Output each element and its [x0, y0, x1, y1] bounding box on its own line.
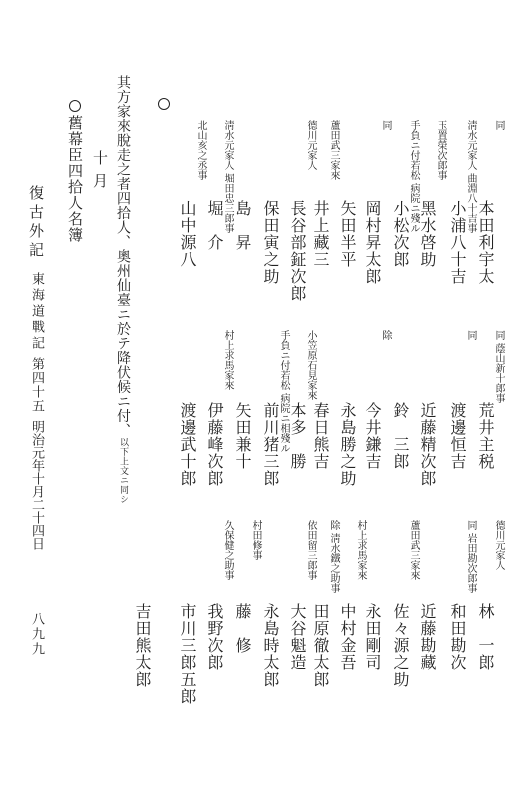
entry-name: 小浦八十吉 [448, 200, 467, 285]
entry-name: 保田寅之助 [261, 200, 280, 285]
volume-number: 第四十五 [29, 357, 44, 413]
circle-mark-list [158, 98, 170, 110]
entry-note: 蘆田武三家來 [328, 120, 339, 180]
intro-line: 其方家來脫走之者四拾人、奧州仙臺ニ於テ降伏候ニ付、以下上文ニ同シ [115, 75, 131, 504]
entry-name: 永島時太郎 [261, 603, 280, 688]
entry-name: 小松次郎 [391, 200, 410, 268]
entry-note: 玉置榮次郎事 [435, 120, 446, 180]
entry-note: 北山亥之丞事 [195, 120, 206, 180]
entry-note: 手負ニ付若松 病院ニ相殘ル [278, 330, 289, 454]
entry-name: 本多 勝 [288, 402, 307, 470]
entry-note: 同 [465, 330, 476, 340]
entry-name: 今井鎌吉 [363, 402, 382, 470]
entry-note: 淸水元家人 堀田忠三郎事 [222, 120, 233, 234]
entry-note: 手負ニ付若松 病院ニ殘ル [408, 120, 419, 234]
entry-name: 井上藏三 [311, 200, 330, 268]
entry-name: 近藤精次郎 [418, 402, 437, 487]
entry-name: 永田剛司 [363, 603, 382, 671]
entry-name: 田原徹太郎 [311, 603, 330, 688]
entry-note: 小笠原石見家來 [305, 330, 316, 400]
entry-name: 永島勝之助 [338, 402, 357, 487]
entry-note: 同 岩田勘次郎事 [465, 520, 476, 594]
entry-name: 矢田兼十 [233, 402, 252, 470]
entry-note: 久保健之助事 [222, 520, 233, 580]
entry-note: 淸水元家人 曲淵八十吉事 [465, 120, 476, 234]
entry-note: 蘆田武三家來 [408, 520, 419, 580]
entry-name: 伊藤峰次郎 [205, 402, 224, 487]
entry-name: 中村金吾 [338, 603, 357, 671]
entry-name: 岡村昇太郎 [363, 200, 382, 285]
entry-name: 山中源八 [178, 200, 197, 268]
entry-name: 藤 修 [233, 603, 252, 654]
entry-name: 本田利宇太 [476, 200, 495, 285]
circle-mark [69, 100, 81, 112]
entry-name: 前川猪三郎 [261, 402, 280, 487]
entry-name: 我野次郎 [205, 603, 224, 671]
list-heading: 舊幕臣四拾人名簿 [67, 100, 82, 243]
entry-name: 長谷部鉦次郎 [288, 200, 307, 302]
entry-name: 黑水啓助 [418, 200, 437, 268]
page-number: 八九九 [29, 612, 44, 657]
entry-name: 渡邊恒吉 [448, 402, 467, 470]
entry-name: 渡邊武十郎 [178, 402, 197, 487]
entry-note: 同 [493, 120, 504, 130]
entry-note: 村田修事 [250, 520, 261, 560]
entry-name: 林 一郎 [476, 603, 495, 671]
entry-name: 堀 介 [205, 200, 224, 251]
entry-name: 島 昇 [233, 200, 252, 251]
entry-note: 除 淸水鐵之助事 [328, 520, 339, 594]
entry-note: 除 [380, 330, 391, 340]
entry-note: 德川元家人 [305, 120, 316, 170]
entry-note: 德川元家人 [493, 520, 504, 570]
entry-name: 市川三郎五郎 [178, 603, 197, 705]
entry-name: 和田勘次 [448, 603, 467, 671]
month-label: 十月 [91, 150, 109, 196]
entry-name: 鈴 三郎 [391, 402, 410, 470]
entry-name: 荒井主税 [476, 402, 495, 470]
entry-note: 村上求馬家來 [355, 520, 366, 580]
entry-name: 吉田熊太郎 [133, 603, 152, 688]
section-title: 東海道戰記 [29, 272, 44, 352]
entry-name: 矢田半平 [338, 200, 357, 268]
entry-note: 同 [380, 120, 391, 130]
entry-note: 村上求馬家來 [222, 330, 233, 390]
entry-name: 春日熊吉 [311, 402, 330, 470]
entry-name: 佐々源之助 [391, 603, 410, 688]
entry-note: 同 蔭山新十郎事 [493, 330, 504, 404]
entry-name: 大谷魁造 [288, 603, 307, 671]
book-title: 復古外記 [27, 185, 45, 261]
entry-name: 近藤勘藏 [418, 603, 437, 671]
entry-note: 依田留三郎事 [305, 520, 316, 580]
entry-date: 明治元年十月二十四日 [29, 420, 44, 550]
